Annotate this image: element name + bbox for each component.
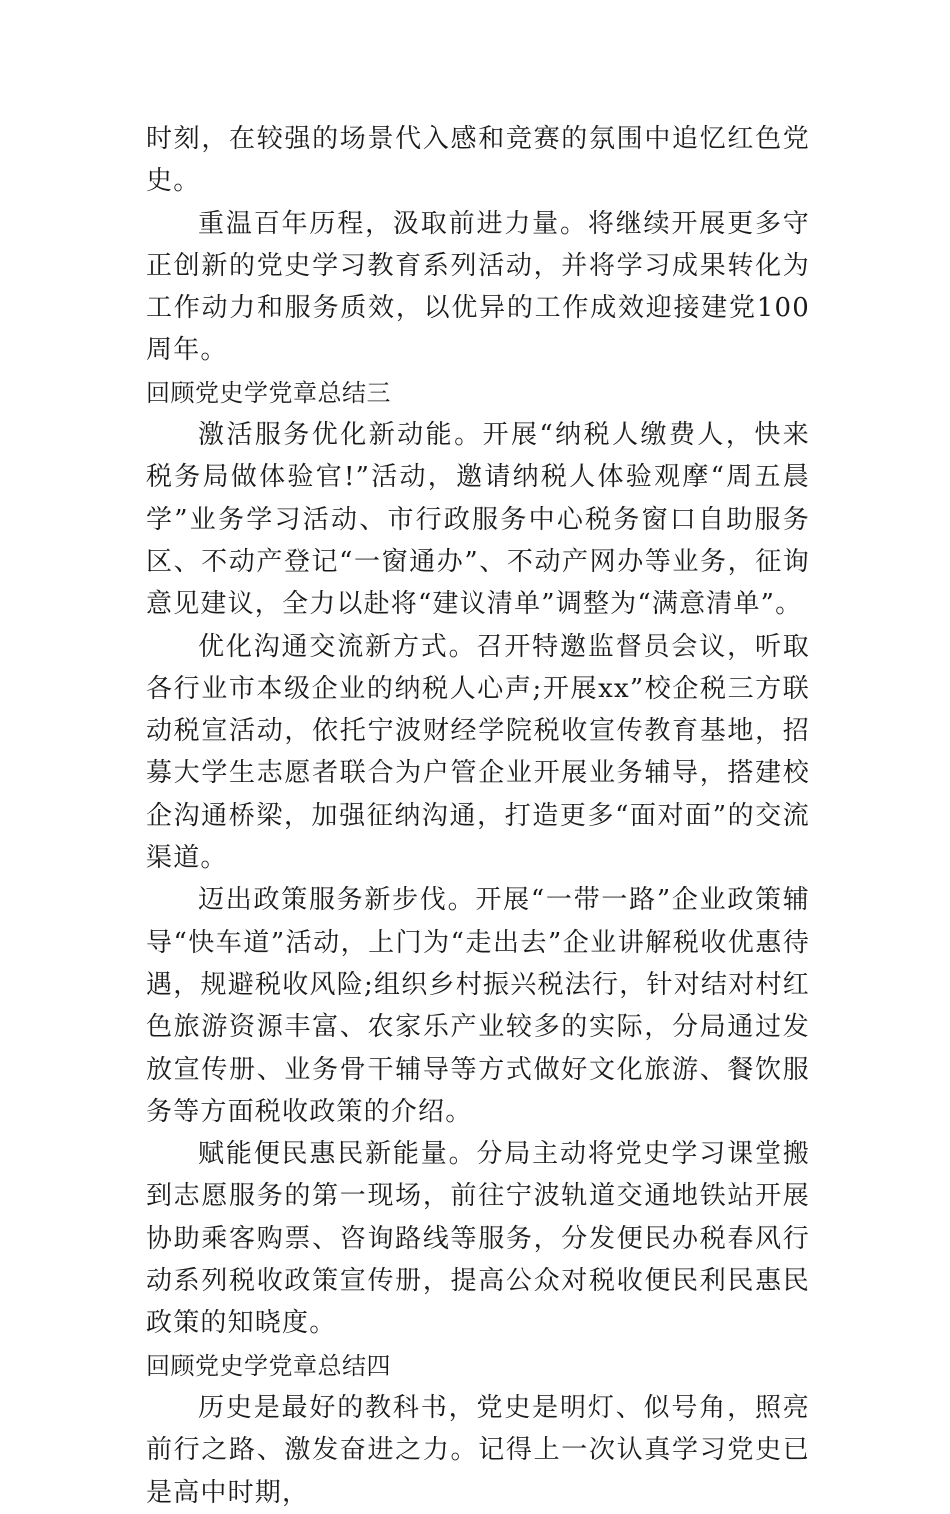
section-heading: 回顾党史学党章总结四 <box>146 1351 391 1380</box>
paragraph: 迈出政策服务新步伐。开展“一带一路”企业政策辅导“快车道”活动，上门为“走出去”企业讲解税收优惠待遇，规避税收风险;组织乡村振兴税法行，针对结对村红色旅游资源丰富、农家乐产业较多的实际，分局通过发放宣传册、业务骨干辅导等方式做好文化旅游、餐饮服务等方面税收政策的介绍。 <box>146 885 810 1127</box>
paragraph: 重温百年历程，汲取前进力量。将继续开展更多守正创新的党史学习教育系列活动，并将学习成果转化为工作动力和服务质效，以优异的工作成效迎接建党100周年。 <box>146 208 810 366</box>
paragraph: 激活服务优化新动能。开展“纳税人缴费人，快来税务局做体验官!”活动，邀请纳税人体验观摩“周五晨学”业务学习活动、市行政服务中心税务窗口自助服务区、不动产登记“一窗通办”、不动产网办等业务，征询意见建议，全力以赴将“建议清单”调整为“满意清单”。 <box>146 420 810 620</box>
document-body <box>146 118 810 1514</box>
section-heading: 回顾党史学党章总结三 <box>146 378 391 407</box>
paragraph-continued: 时刻，在较强的场景代入感和竞赛的氛围中追忆红色党史。 <box>146 124 810 197</box>
paragraph: 历史是最好的教科书，党史是明灯、似号角，照亮前行之路、激发奋进之力。记得上一次认真学习党史已是高中时期， <box>146 1392 810 1508</box>
paragraph: 赋能便民惠民新能量。分局主动将党史学习课堂搬到志愿服务的第一现场，前往宁波轨道交通地铁站开展协助乘客购票、咨询路线等服务，分发便民办税春风行动系列税收政策宣传册，提高公众对税收便民利民惠民政策的知晓度。 <box>146 1139 810 1339</box>
paragraph: 优化沟通交流新方式。召开特邀监督员会议，听取各行业市本级企业的纳税人心声;开展xx”校企税三方联动税宣活动，依托宁波财经学院税收宣传教育基地，招募大学生志愿者联合为户管企业开展业务辅导，搭建校企沟通桥梁，加强征纳沟通，打造更多“面对面”的交流渠道。 <box>146 631 810 874</box>
